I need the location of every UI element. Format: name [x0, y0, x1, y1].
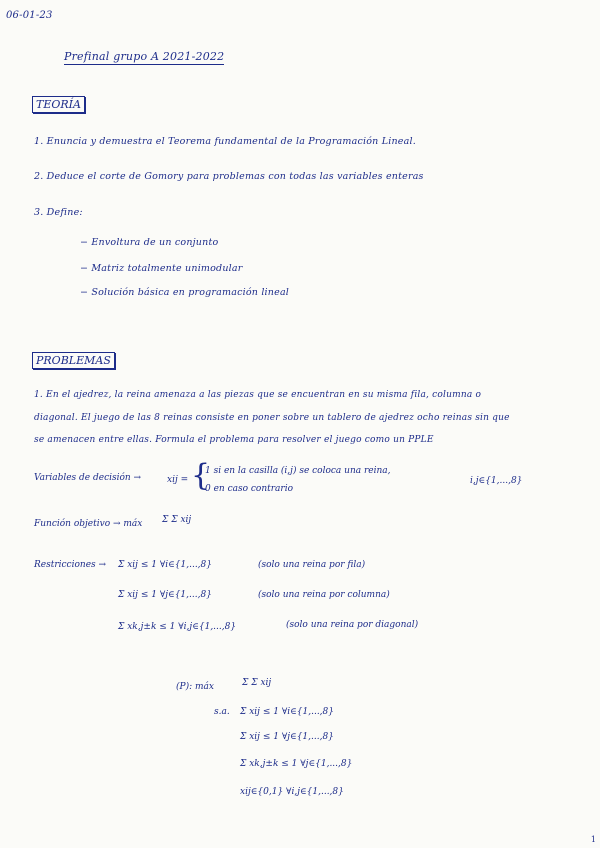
question-1: 1. Enuncia y demuestra el Teorema fundamental de la Programación Lineal. — [34, 136, 416, 147]
section-heading-problemas: PROBLEMAS — [32, 352, 115, 369]
problem-1-line-1: 1. En el ajedrez, la reina amenaza a las piezas que se encuentran en su misma fila, columna o — [34, 390, 482, 400]
restriction-diagonal: Σ xk,j±k ≤ 1 ∀i,j∈{1,...,8} — [118, 622, 237, 632]
case-one: 1 si en la casilla (i,j) se coloca una reina, — [205, 466, 391, 476]
page-title: Prefinal grupo A 2021-2022 — [64, 50, 225, 63]
index-domain: i,j∈{1,...,8} — [470, 476, 523, 486]
model-objective: Σ Σ xij — [242, 678, 272, 688]
restriction-note: (solo una reina por diagonal) — [286, 620, 419, 630]
restrictions-label: Restricciones → — [34, 560, 107, 570]
restriction-row: Σ xij ≤ 1 ∀i∈{1,...,8} — [118, 560, 212, 570]
variables-label: Variables de decisión → — [34, 473, 142, 483]
case-zero: 0 en caso contrario — [205, 484, 294, 494]
restriction-note: (solo una reina por fila) — [258, 560, 366, 570]
model-constraint-3: Σ xk,j±k ≤ 1 ∀j∈{1,...,8} — [240, 759, 353, 769]
model-constraint-2: Σ xij ≤ 1 ∀j∈{1,...,8} — [240, 732, 334, 742]
definition-item: − Envoltura de un conjunto — [80, 237, 219, 248]
brace: { — [191, 458, 211, 493]
objective-expression: Σ Σ xij — [162, 515, 192, 525]
model-subject-to: s.a. — [214, 707, 230, 717]
definition-item: − Solución básica en programación lineal — [80, 287, 290, 298]
problem-1-line-2: diagonal. El juego de las 8 reinas consiste en poner sobre un tablero de ajedrez ocho reinas sin que — [34, 413, 510, 423]
question-3: 3. Define: — [34, 207, 83, 218]
problem-1-line-3: se amenacen entre ellas. Formula el problema para resolver el juego como un PPLE — [34, 435, 434, 445]
objective-label: Función objetivo → máx — [34, 519, 143, 529]
section-heading-teoria: TEORÍA — [32, 96, 85, 113]
restriction-note: (solo una reina por columna) — [258, 590, 390, 600]
question-2: 2. Deduce el corte de Gomory para problemas con todas las variables enteras — [34, 171, 424, 182]
model-constraint-1: Σ xij ≤ 1 ∀i∈{1,...,8} — [240, 707, 334, 717]
page-number: 1 — [590, 835, 596, 844]
variable-x: xij = — [167, 475, 189, 485]
definition-item: − Matriz totalmente unimodular — [80, 263, 243, 274]
restriction-column: Σ xij ≤ 1 ∀j∈{1,...,8} — [118, 590, 212, 600]
model-constraint-4: xij∈{0,1} ∀i,j∈{1,...,8} — [240, 787, 344, 797]
date: 06-01-23 — [6, 10, 53, 21]
model-label: (P): máx — [176, 682, 214, 692]
